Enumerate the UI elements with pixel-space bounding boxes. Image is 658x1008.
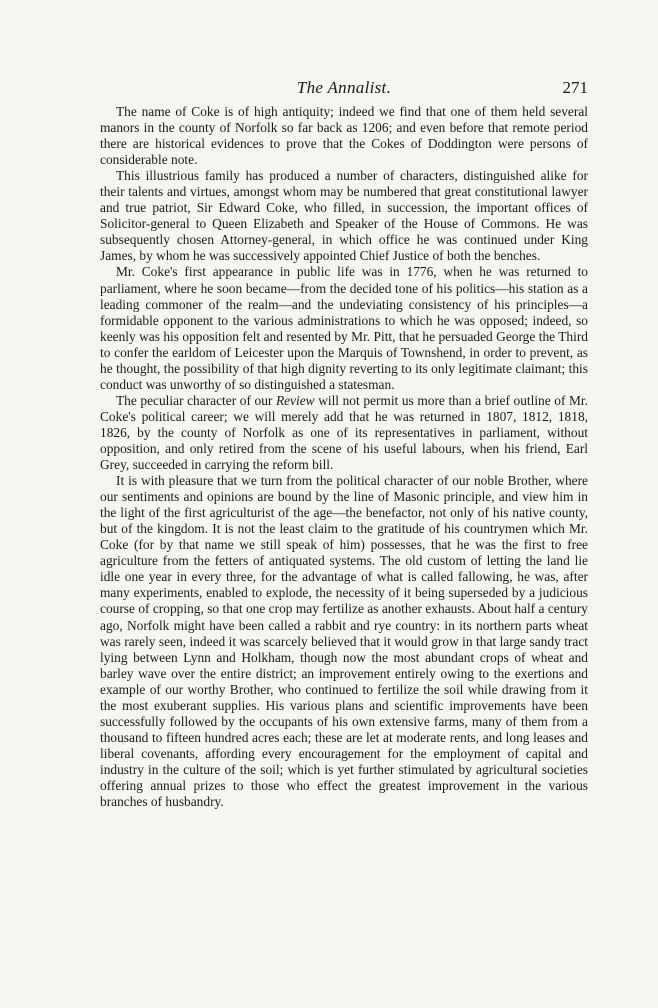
paragraph-3: Mr. Coke's first appearance in public life was in 1776, when he was returned to parliament, where he soon became—from the decided tone of his politics—his station as a leading commoner of the realm—and the undeviating consistency of his principles—a formidable opponent to the various administrations to which he was opposed; indeed, so keenly was his opposition felt and resented by Mr. Pitt, that he persuaded George the Third to confer the earldom of Leicester upon the Marquis of Townshend, in order to prevent, as he thought, the possibility of that high dignity reverting to its only legitimate claimant; this conduct was unworthy of so distinguished a statesman. bbox=[100, 264, 588, 392]
page-number: 271 bbox=[562, 78, 588, 97]
paragraph-4: The peculiar character of our Review will not permit us more than a brief outline of Mr. Coke's political career; we will merely add that he was returned in 1807, 1812, 1818, 1826, by the county of Norfolk as one of its representatives in parliament, without opposition, and only retired from the scene of his useful labours, when his friend, Earl Grey, succeeded in carrying the reform bill. bbox=[100, 392, 588, 473]
running-title: The Annalist. bbox=[296, 78, 392, 97]
page-header bbox=[100, 78, 588, 100]
italic-review: Review bbox=[275, 392, 315, 408]
paragraph-5: It is with pleasure that we turn from the political character of our noble Brother, where our sentiments and opinions are bound by the line of Masonic principle, and view him in the light of the first agriculturist of the age—the benefactor, not only of his native county, but of the kingdom. It is not the least claim to the gratitude of his countrymen which Mr. Coke (for by that name we still speak of him) possesses, that he was the first to free agriculture from the fetters of antiquated systems. The old custom of letting the land lie idle one year in every three, for the advantage of what is called fallowing, he was, after many experiments, enabled to explode, the necessity of it being superseded by a judicious course of cropping, so that one crop may fertilize as another exhausts. About half a century ago, Norfolk might have been called a rabbit and rye country: in its northern parts wheat was rarely seen, indeed it was scarcely believed that it would grow in that large sandy tract lying between Lynn and Holkham, though now the most abundant crops of wheat and barley wave over the entire district; an improvement entirely owing to the exertions and example of our worthy Brother, who continued to fertilize the soil while drawing from it the most exuberant supplies. His various plans and scientific improvements have been successfully followed by the occupants of his own extensive farms, many of them from a thousand to fifteen hundred acres each; these are let at moderate rents, and long leases and liberal covenants, affording every encouragement for the employment of capital and industry in the culture of the soil; which is yet further stimulated by agricultural societies offering annual prizes to those who effect the greatest improvement in the various branches of husbandry. bbox=[100, 473, 588, 810]
paragraph-2: This illustrious family has produced a number of characters, distinguished alike for their talents and virtues, amongst whom may be numbered that great constitutional lawyer and true patriot, Sir Edward Coke, who filled, in succession, the important offices of Solicitor-general to Queen Elizabeth and Speaker of the House of Commons. He was subsequently chosen Attorney-general, in which office he was continued under King James, by whom he was successively appointed Chief Justice of both the benches. bbox=[100, 168, 588, 264]
body-text bbox=[100, 104, 588, 810]
paragraph-1: The name of Coke is of high antiquity; indeed we find that one of them held several manors in the county of Norfolk so far back as 1206; and even before that remote period there are historical evidences to prove that the Cokes of Doddington were persons of considerable note. bbox=[100, 104, 588, 168]
